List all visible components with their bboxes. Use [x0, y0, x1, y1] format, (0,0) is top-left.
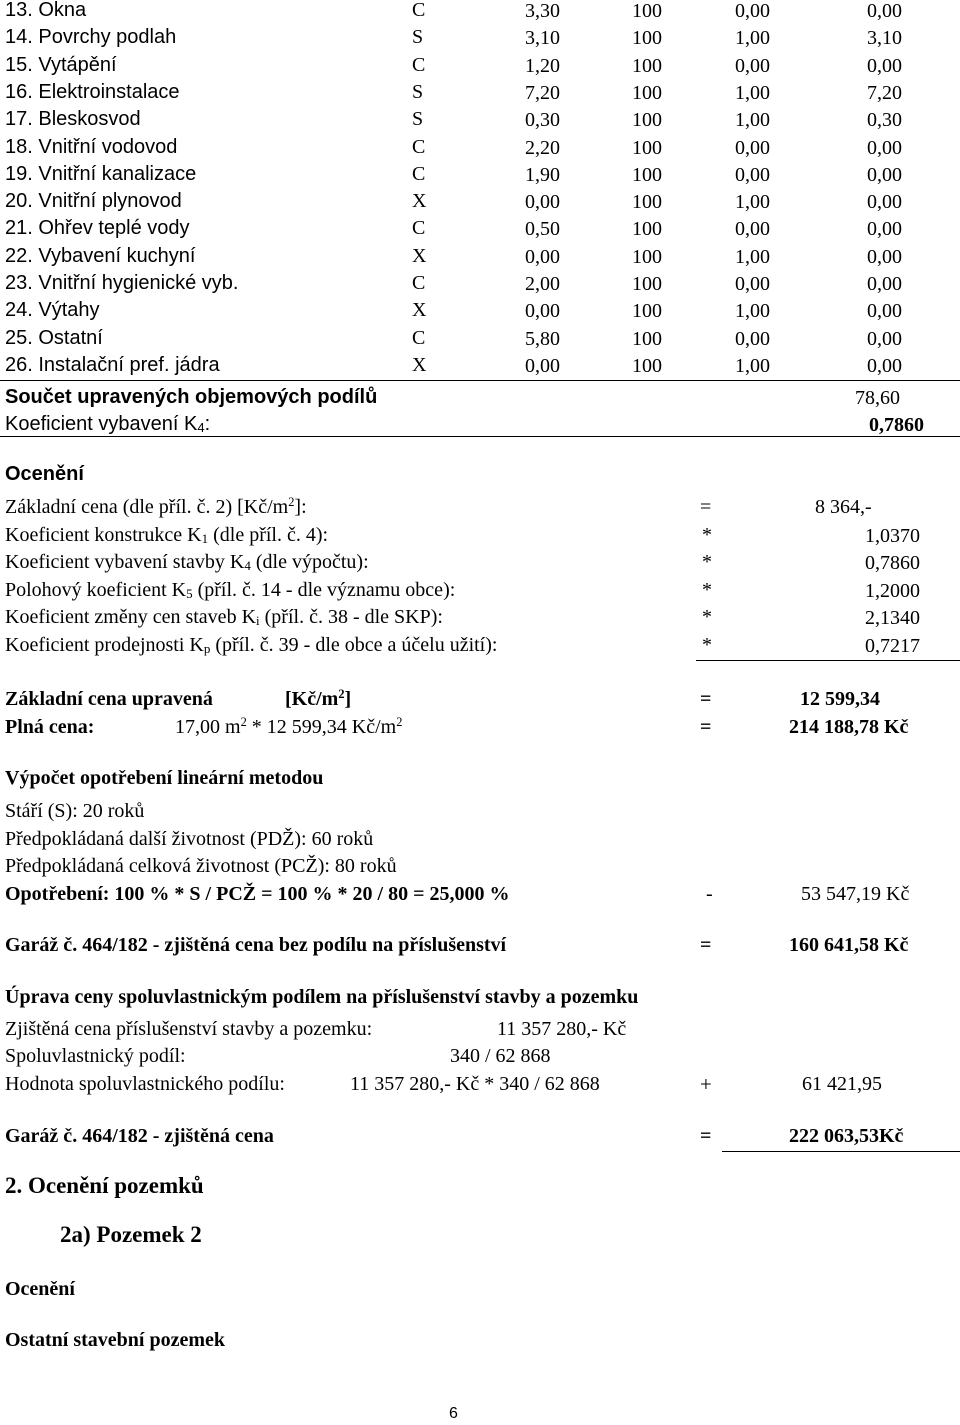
garage-excl-value: 160 641,58 Kč [789, 934, 909, 956]
table-row-name: 25. Ostatní [5, 327, 103, 349]
table-row-coef: 1,00 [735, 300, 770, 322]
ki-op: * [702, 606, 712, 628]
table-row-type: C [412, 272, 426, 294]
coownership-heading: Úprava ceny spoluvlastnickým podílem na příslušenství stavby a pozemku [5, 986, 639, 1008]
table-row-name: 26. Instalační pref. jádra [5, 354, 220, 376]
k4-rule [0, 436, 960, 437]
table-row-share: 0,00 [525, 246, 560, 268]
table-row-pct: 100 [632, 355, 662, 377]
coownership-value: 61 421,95 [802, 1073, 882, 1095]
table-row-coef: 1,00 [735, 27, 770, 49]
table-row-result: 0,00 [867, 246, 902, 268]
sum-value: 78,60 [855, 387, 900, 409]
table-row-share: 1,90 [525, 164, 560, 186]
table-row-result: 0,00 [867, 55, 902, 77]
table-row-pct: 100 [632, 55, 662, 77]
table-row-result: 0,30 [867, 109, 902, 131]
depreciation-age: Stáří (S): 20 roků [5, 800, 145, 822]
sum-label: Součet upravených objemových podílů [5, 386, 378, 408]
table-row-result: 0,00 [867, 300, 902, 322]
table-row-name: 15. Vytápění [5, 54, 117, 76]
garage-price-value: 222 063,53Kč [789, 1125, 904, 1147]
table-row-coef: 0,00 [735, 328, 770, 350]
kp-op: * [702, 634, 712, 656]
table-row-pct: 100 [632, 109, 662, 131]
table-row-result: 0,00 [867, 191, 902, 213]
base-price-op: = [700, 496, 712, 518]
table-row-name: 23. Vnitřní hygienické vyb. [5, 272, 239, 294]
table-row-name: 13. Okna [5, 0, 87, 21]
adjusted-value: 12 599,34 [800, 688, 880, 710]
table-row-share: 2,20 [525, 137, 560, 159]
table-row-result: 3,10 [867, 27, 902, 49]
table-row-type: X [412, 190, 427, 212]
table-row-share: 7,20 [525, 82, 560, 104]
table-row-share: 1,20 [525, 55, 560, 77]
table-row-coef: 1,00 [735, 191, 770, 213]
k5-label: Polohový koeficient $K_5$ (příl. č. 14 - dle významu obce): [5, 579, 456, 601]
table-row-type: S [412, 26, 424, 48]
k4-stavby-op: * [702, 551, 712, 573]
k5-value: 1,2000 [865, 580, 920, 602]
table-row-type: C [412, 136, 426, 158]
table-row-type: C [412, 0, 426, 21]
table-row-result: 0,00 [867, 164, 902, 186]
coownership-value-calc: 11 357 280,- Kč * 340 / 62 868 [350, 1073, 600, 1095]
table-row-coef: 1,00 [735, 355, 770, 377]
kp-label: Koeficient prodejnosti $K_p$ (příl. č. 39 - dle obce a účelu užití): [5, 634, 498, 656]
depreciation-heading: Výpočet opotřebení lineární metodou [5, 767, 324, 789]
table-row-share: 0,30 [525, 109, 560, 131]
section2-valuation: Ocenění [5, 1278, 75, 1300]
table-row-coef: 0,00 [735, 273, 770, 295]
table-row-result: 0,00 [867, 328, 902, 350]
table-row-result: 0,00 [867, 218, 902, 240]
coownership-found-label: Zjištěná cena příslušenství stavby a pozemku: [5, 1018, 373, 1040]
table-row-pct: 100 [632, 137, 662, 159]
ki-value: 2,1340 [865, 607, 920, 629]
table-bottom-rule [0, 380, 960, 381]
section2-land-type: Ostatní stavební pozemek [5, 1329, 225, 1351]
table-row-pct: 100 [632, 246, 662, 268]
table-row-type: C [412, 163, 426, 185]
k4-stavby-value: 0,7860 [865, 552, 920, 574]
k1-label: Koeficient konstrukce $K_1$ (dle příl. č. 4): [5, 524, 329, 546]
full-price-label: Plná cena: [5, 716, 95, 738]
table-row-pct: 100 [632, 164, 662, 186]
depreciation-op: - [706, 883, 713, 905]
table-row-coef: 1,00 [735, 82, 770, 104]
table-row-name: 22. Vybavení kuchyní [5, 245, 196, 267]
valuation-heading: Ocenění [5, 463, 84, 485]
table-row-share: 3,10 [525, 27, 560, 49]
k4-label: Koeficient vybavení $K_4$: [5, 413, 211, 435]
table-row-type: S [412, 81, 424, 103]
table-row-type: C [412, 327, 426, 349]
garage-excl-op: = [700, 934, 712, 956]
k1-value: 1,0370 [865, 525, 920, 547]
table-row-share: 5,80 [525, 328, 560, 350]
k5-op: * [702, 579, 712, 601]
full-price-op: = [700, 716, 712, 738]
table-row-name: 14. Povrchy podlah [5, 26, 177, 48]
garage-excl-label: Garáž č. 464/182 - zjištěná cena bez podílu na příslušenství [5, 934, 507, 956]
table-row-share: 3,30 [525, 0, 560, 22]
kp-value: 0,7217 [865, 635, 920, 657]
table-row-type: C [412, 54, 426, 76]
table-row-name: 16. Elektroinstalace [5, 81, 180, 103]
coownership-found-value: 11 357 280,- Kč [497, 1018, 627, 1040]
table-row-type: X [412, 354, 427, 376]
table-row-coef: 0,00 [735, 137, 770, 159]
table-row-coef: 0,00 [735, 218, 770, 240]
full-price-value: 214 188,78 Kč [789, 716, 909, 738]
table-row-coef: 0,00 [735, 55, 770, 77]
depreciation-value: 53 547,19 Kč [801, 883, 910, 905]
table-row-result: 0,00 [867, 137, 902, 159]
table-row-pct: 100 [632, 218, 662, 240]
garage-price-rule [722, 1151, 960, 1152]
table-row-type: C [412, 217, 426, 239]
table-row-name: 18. Vnitřní vodovod [5, 136, 178, 158]
table-row-pct: 100 [632, 0, 662, 22]
table-row-result: 0,00 [867, 0, 902, 22]
k1-op: * [702, 524, 712, 546]
table-row-type: S [412, 108, 424, 130]
table-row-result: 0,00 [867, 273, 902, 295]
section2-heading: 2. Ocenění pozemků [5, 1173, 204, 1198]
table-row-share: 0,00 [525, 191, 560, 213]
table-row-pct: 100 [632, 27, 662, 49]
k4-stavby-label: Koeficient vybavení stavby $K_4$ (dle výpočtu): [5, 551, 369, 573]
adjusted-op: = [700, 688, 712, 710]
table-row-pct: 100 [632, 191, 662, 213]
adjusted-label: Základní cena upravená [5, 688, 213, 710]
table-row-result: 0,00 [867, 355, 902, 377]
depreciation-remaining: Předpokládaná další životnost (PDŽ): 60 roků [5, 828, 374, 850]
page-number: 6 [449, 1405, 458, 1422]
coownership-share-label: Spoluvlastnický podíl: [5, 1045, 186, 1067]
adjusted-unit: $[Kč/m^2]$ [285, 687, 352, 710]
table-row-name: 24. Výtahy [5, 299, 100, 321]
table-row-pct: 100 [632, 300, 662, 322]
kp-rule [696, 660, 960, 661]
table-row-pct: 100 [632, 82, 662, 104]
table-row-coef: 0,00 [735, 0, 770, 22]
table-row-coef: 1,00 [735, 246, 770, 268]
table-row-name: 17. Bleskosvod [5, 108, 141, 130]
table-row-type: X [412, 299, 427, 321]
table-row-pct: 100 [632, 328, 662, 350]
table-row-share: 0,50 [525, 218, 560, 240]
ki-label: Koeficient změny cen staveb $K_i$ (příl. č. 38 - dle SKP): [5, 606, 443, 628]
table-row-share: 0,00 [525, 355, 560, 377]
depreciation-formula: Opotřebení: 100 % * S / PCŽ = 100 % * 20 / 80 = 25,000 % [5, 883, 510, 905]
coownership-value-label: Hodnota spoluvlastnického podílu: [5, 1073, 285, 1095]
table-row-share: 0,00 [525, 300, 560, 322]
garage-price-label: Garáž č. 464/182 - zjištěná cena [5, 1125, 274, 1147]
k4-value: 0,7860 [869, 414, 924, 436]
table-row-name: 21. Ohřev teplé vody [5, 217, 190, 239]
base-price-label: Základní cena (dle příl. č. 2) $[Kč/m^2]$: [5, 495, 307, 518]
table-row-type: X [412, 245, 427, 267]
coownership-share-value: 340 / 62 868 [450, 1045, 551, 1067]
table-row-coef: 0,00 [735, 164, 770, 186]
table-row-name: 19. Vnitřní kanalizace [5, 163, 197, 185]
full-price-calc: 17,00 $m^2 * 12$ 599,34 $Kč/m^2$ [175, 715, 403, 738]
table-row-name: 20. Vnitřní plynovod [5, 190, 182, 212]
depreciation-total: Předpokládaná celková životnost (PCŽ): 80 roků [5, 855, 397, 877]
table-row-coef: 1,00 [735, 109, 770, 131]
table-row-share: 2,00 [525, 273, 560, 295]
base-price-value: 8 364,- [815, 496, 872, 518]
table-row-result: 7,20 [867, 82, 902, 104]
garage-price-op: = [700, 1125, 712, 1147]
coownership-op: + [700, 1072, 712, 1096]
section2-subheading: 2a) Pozemek 2 [60, 1222, 202, 1247]
table-row-pct: 100 [632, 273, 662, 295]
